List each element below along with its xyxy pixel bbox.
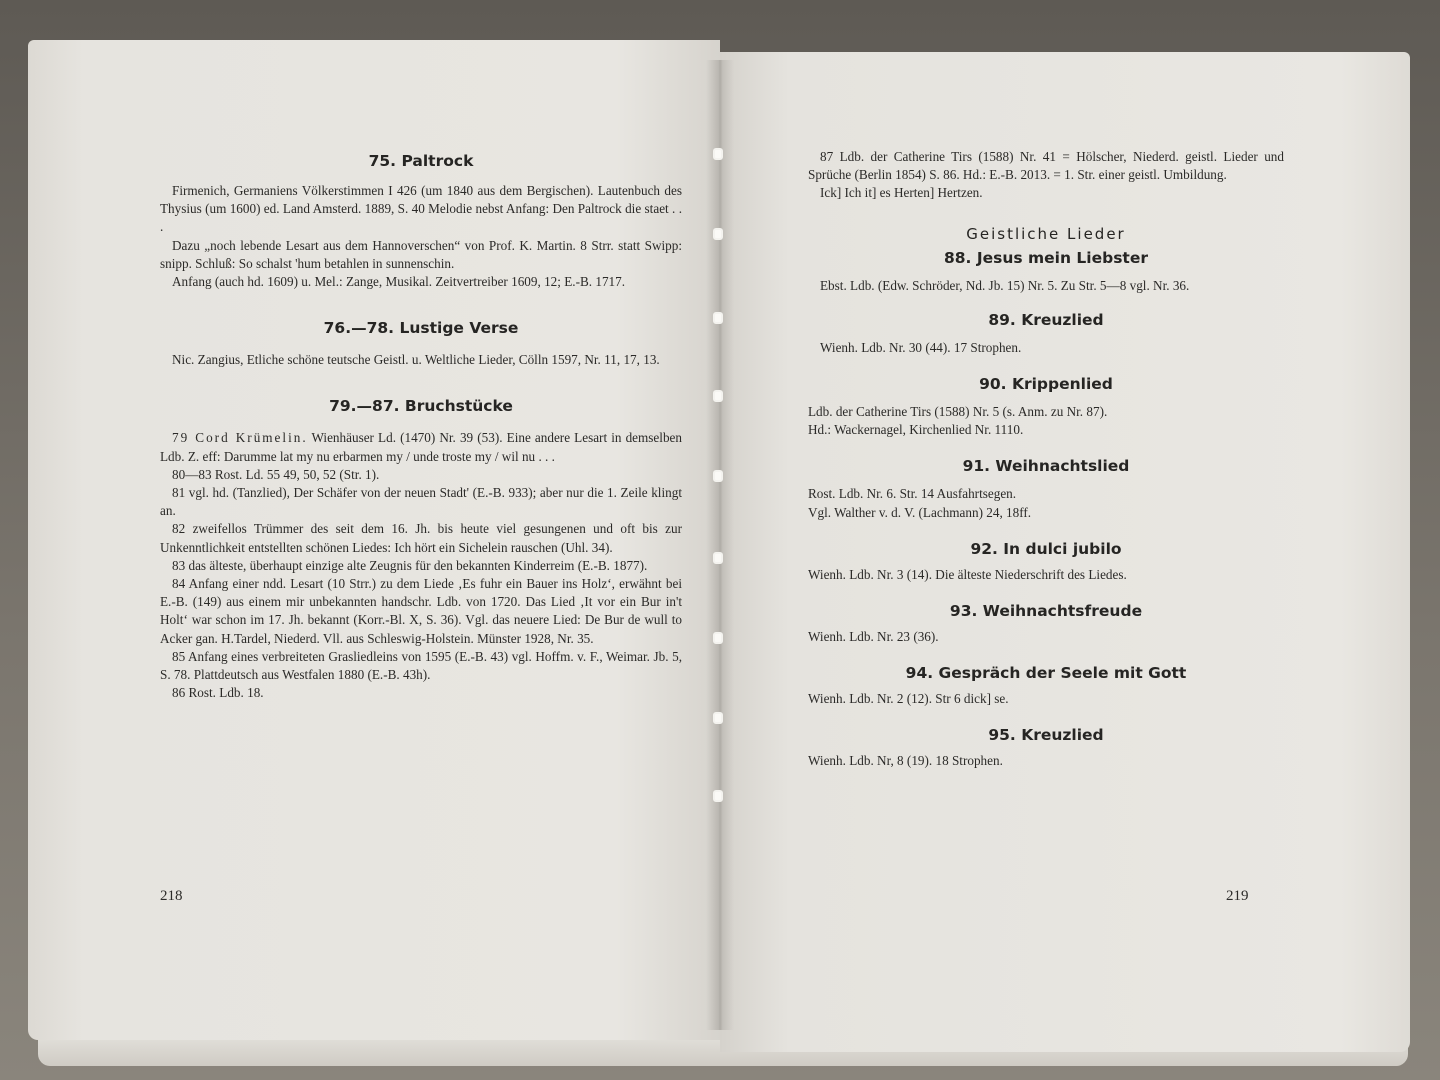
entry-text: Vgl. Walther v. d. V. (Lachmann) 24, 18ff. [808, 504, 1032, 520]
paragraph: 80—83 Rost. Ld. 55 49, 50, 52 (Str. 1). [172, 466, 380, 482]
author-name: 79 Cord Krümelin. [172, 430, 308, 446]
entry-heading: 95. Kreuzlied [988, 726, 1104, 745]
entry-text: Hd.: Wackernagel, Kirchenlied Nr. 1110. [808, 422, 1024, 438]
entry-text: Ldb. der Catherine Tirs (1588) Nr. 5 (s. Anm. zu Nr. 87). [808, 404, 1108, 420]
entry-text: Ebst. Ldb. (Edw. Schröder, Nd. Jb. 15) Nr. 5. Zu Str. 5—8 vgl. Nr. 36. [820, 277, 1190, 293]
entry-text: Wienh. Ldb. Nr. 23 (36). [808, 629, 939, 645]
page-number: 219 [1226, 888, 1249, 904]
paragraph: Nic. Zangius, Etliche schöne teutsche Geistl. u. Weltliche Lieder, Cölln 1597, Nr. 11, 17, 13. [172, 352, 660, 368]
paragraph-text: Wienhäuser Ld. (1470) Nr. 39 (53). Eine andere Lesart in demselben Ldb. Z. eff: Darumme lat my nu erbarmen my / unde troste my / wil nu . . . [160, 430, 682, 464]
entry-heading: 93. Weihnachtsfreude [949, 602, 1143, 621]
paragraph: Dazu „noch lebende Lesart aus dem Hannoverschen“ von Prof. K. Martin. 8 Strr. statt Swipp: snipp. Schluß: So schalst 'hum betahlen in sunnenschin. [160, 237, 682, 271]
entry-heading: 88. Jesus mein Liebster [943, 248, 1148, 267]
binding-stitch [713, 712, 723, 724]
binding-stitch [713, 470, 723, 482]
left-page-text [160, 150, 682, 702]
paragraph: 86 Rost. Ldb. 18. [172, 685, 264, 701]
entry-heading: 94. Gespräch der Seele mit Gott [905, 664, 1187, 683]
paragraph: 84 Anfang einer ndd. Lesart (10 Strr.) zu dem Liede ‚Es fuhr ein Bauer ins Holz‘, erwähnt bei E.-B. (149) aus einem mir unbekannten handschr. Ldb. von 1720. Das Lied ‚It vor ein Bur in't Holt‘ war schon im 17. Jh. bekannt (Korr.-Bl. X, S. 36). Vgl. das neuere Lied: De Bur de wull to Acker gan. H.Tardel, Niederd. Vll. aus Schleswig-Holstein. Münster 1928, Nr. 35. [160, 576, 682, 646]
book-gutter [706, 60, 734, 1030]
section-title: Geistliche Lieder [966, 224, 1126, 243]
entry-heading: 91. Weihnachtslied [962, 457, 1130, 476]
page-number: 218 [160, 888, 183, 904]
entry-text: Wienh. Ldb. Nr, 8 (19). 18 Strophen. [808, 753, 1003, 769]
paragraph: 81 vgl. hd. (Tanzlied), Der Schäfer von der neuen Stadt' (E.-B. 933); aber nur die 1. Zeile klingt an. [160, 485, 682, 519]
section-heading: 76.—78. Lustige Verse [323, 319, 519, 338]
binding-stitch [713, 390, 723, 402]
entry-text: Rost. Ldb. Nr. 6. Str. 14 Ausfahrtsegen. [808, 486, 1017, 502]
paragraph: Firmenich, Germaniens Völkerstimmen I 426 (um 1840 aus dem Bergischen). Lautenbuch des Thysius (um 1600) ed. Land Amsterd. 1889, S. 40 Melodie nebst Anfang: Den Paltrock die staet . . . [160, 183, 682, 235]
paragraph: 87 Ldb. der Catherine Tirs (1588) Nr. 41 = Hölscher, Niederd. geistl. Lieder und Sprüche (Berlin 1854) S. 86. Hd.: E.-B. 2013. = 1. Str. einer geistl. Umbildung. [808, 149, 1284, 183]
section-heading: 75. Paltrock [368, 152, 474, 170]
entry-heading: 90. Krippenlied [979, 375, 1113, 394]
paragraph [160, 429, 682, 465]
binding-stitch [713, 148, 723, 160]
section-heading: 79.—87. Bruchstücke [329, 397, 513, 416]
paragraph: 83 das älteste, überhaupt einzige alte Zeugnis für den bekannten Kinderreim (E.-B. 1877). [172, 557, 648, 573]
entry-text: Wienh. Ldb. Nr. 3 (14). Die älteste Niederschrift des Liedes. [808, 566, 1127, 582]
right-page-text [808, 148, 1284, 771]
binding-stitch [713, 228, 723, 240]
binding-stitch [713, 632, 723, 644]
entry-text: Wienh. Ldb. Nr. 30 (44). 17 Strophen. [820, 339, 1022, 355]
entry-heading: 92. In dulci jubilo [970, 539, 1122, 558]
binding-stitch [713, 312, 723, 324]
entry-heading: 89. Kreuzlied [988, 310, 1104, 329]
entry-text: Wienh. Ldb. Nr. 2 (12). Str 6 dick] se. [808, 691, 1009, 707]
binding-stitch [713, 790, 723, 802]
binding-stitch [713, 552, 723, 564]
paragraph: Ick] Ich it] es Herten] Hertzen. [820, 185, 983, 201]
paragraph: 85 Anfang eines verbreiteten Grasliedleins von 1595 (E.-B. 43) vgl. Hoffm. v. F., Weimar. Jb. 5, S. 78. Plattdeutsch aus Westfalen 1880 (E.-B. 43h). [160, 648, 682, 683]
paragraph: 82 zweifellos Trümmer des seit dem 16. Jh. bis heute viel gesungenen und oft bis zur Unkenntlichkeit entstellten schönen Liedes: Ich hört ein Sichelein rauschen (Uhl. 34). [160, 521, 682, 555]
paragraph: Anfang (auch hd. 1609) u. Mel.: Zange, Musikal. Zeitvertreiber 1609, 12; E.-B. 1717. [172, 274, 626, 290]
